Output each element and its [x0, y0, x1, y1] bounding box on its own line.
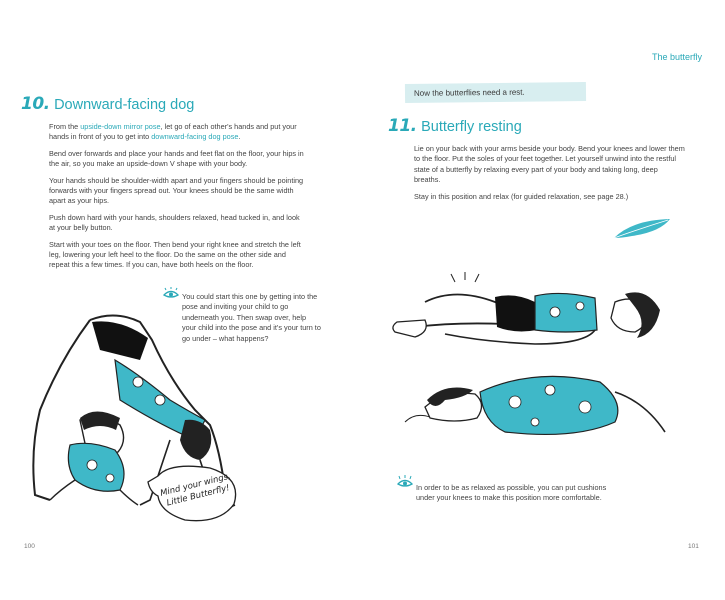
paragraph: Stay in this position and relax (for guided relaxation, see page 28.)	[414, 191, 629, 201]
paragraph: Push down hard with your hands, shoulders relaxed, head tucked in, and look at your belly button.	[49, 212, 300, 233]
paragraph: From the upside-down mirror pose, let go of each other's hands and put your hands in front of you to get into downward-facing dog pose.	[49, 122, 297, 142]
tip-text: You could start this one by getting into the pose and inviting your child to go underneath you. Then swap over, help your child into the pose and it's your turn to go under – what happens?	[182, 292, 321, 343]
heading-downward-dog	[21, 94, 194, 114]
feather-icon	[612, 216, 674, 242]
link-downward-dog: downward-facing dog pose	[151, 132, 239, 142]
paragraph: Bend over forwards and place your hands and feet flat on the floor, your hips in the air, so you make an upside-down V shape with your body.	[49, 148, 304, 169]
right-body	[414, 144, 686, 208]
link-upside-down-mirror: upside-down mirror pose	[80, 122, 161, 131]
butterfly-resting-illustration	[385, 272, 685, 452]
downward-dog-illustration	[20, 300, 260, 535]
eye-icon	[163, 287, 179, 299]
eye-icon	[397, 474, 413, 488]
heading-butterfly-resting	[388, 116, 522, 136]
paragraph: Lie on your back with your arms beside your body. Bend your knees and lower them to the floor. Put the soles of your feet together. Let yourself unwind into the restful state of a butterfly by relaxing every part of your body and taking long, deep breaths.	[414, 144, 685, 185]
speech-bubble-text: Mind your wings, Little Butterfly!	[159, 471, 232, 509]
page-number: 101	[688, 543, 699, 550]
left-page	[0, 0, 362, 600]
heading-number: 11.	[388, 116, 417, 136]
heading-number: 10.	[21, 94, 50, 114]
tip-text: In order to be as relaxed as possible, you can put cushions under your knees to make this position more comfortable.	[416, 483, 607, 503]
paragraph: Your hands should be shoulder-width apart and your fingers should be pointing forwards with your fingers spread out. Your knees should be the same width apart as your hips.	[49, 175, 304, 206]
left-body	[49, 122, 307, 277]
page-number: 100	[24, 543, 35, 550]
callout-box: Now the butterflies need a rest.	[405, 82, 586, 103]
section-tag: The butterfly	[651, 52, 702, 62]
paragraph: Start with your toes on the floor. Then bend your right knee and stretch the left leg, lowering your left heel to the floor. Do the same on the other side and repeat this a few times. If you can, have both heels on the floor.	[49, 239, 301, 270]
heading-title: Downward-facing dog	[54, 97, 195, 113]
heading-title: Butterfly resting	[421, 119, 522, 135]
